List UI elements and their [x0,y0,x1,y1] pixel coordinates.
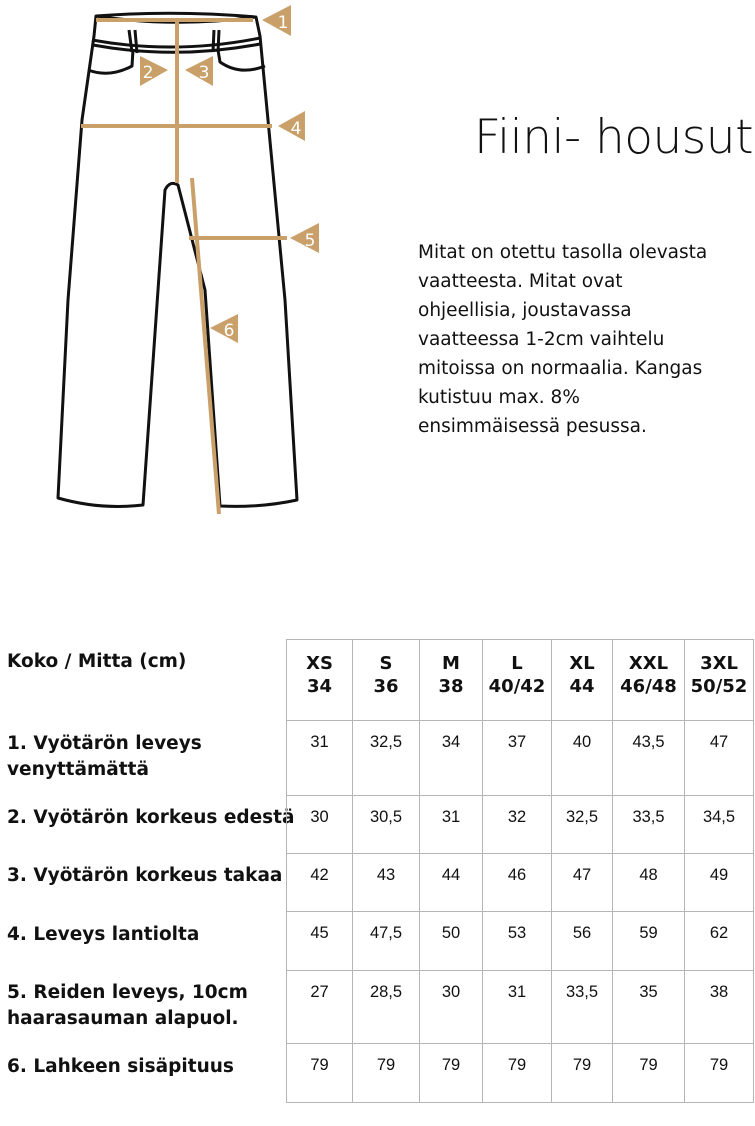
size-table [286,639,754,1103]
row-label-2: 2. Vyötärön korkeus edestä [7,807,295,828]
measurement-cell: 34 [420,721,483,796]
measurement-cell: 31 [483,971,552,1044]
size-letter: S [379,653,393,674]
marker-label-5: 5 [304,231,316,251]
size-letter: XXL [628,653,669,674]
table-row [287,912,754,971]
measurement-cell: 56 [552,912,613,971]
table-row [287,796,754,854]
measurement-cell: 46 [483,854,552,912]
size-header-cell [420,640,483,721]
measurement-cell: 31 [420,796,483,854]
table-row [287,1044,754,1103]
measurement-cell: 79 [420,1044,483,1103]
marker-label-6: 6 [223,321,235,341]
size-letter: XS [306,653,333,674]
size-header-label: Koko / Mitta (cm) [7,651,187,672]
row-label-4: 4. Leveys lantiolta [7,924,200,945]
measurement-cell: 27 [287,971,353,1044]
size-letter: M [442,653,460,674]
size-eu: 46/48 [620,676,677,697]
measurement-cell: 43 [353,854,420,912]
marker-label-4: 4 [290,119,302,139]
measurement-note: Mitat on otettu tasolla olevasta vaatteesta. Mitat ovat ohjeellisia, joustavassa vaatteessa 1-2cm vaihtelu mitoissa on normaalia. Kangas kutistuu max. 8% ensimmäisessä pesussa. [418,242,708,437]
measurement-cell: 37 [483,721,552,796]
measurement-cell: 79 [685,1044,754,1103]
measurement-cell: 53 [483,912,552,971]
measurement-cell: 28,5 [353,971,420,1044]
size-header-cell [685,640,754,721]
row-label-3: 3. Vyötärön korkeus takaa [7,865,283,886]
measurement-cell: 47 [685,721,754,796]
measurement-cell: 48 [613,854,685,912]
marker-label-3: 3 [198,63,210,83]
size-header-cell [483,640,552,721]
row-label-5: 5. Reiden leveys, 10cm haarasauman alapuol. [7,982,248,1029]
marker-label-1: 1 [277,13,289,33]
table-row [287,854,754,912]
size-eu: 36 [373,676,399,697]
measurement-cell: 79 [613,1044,685,1103]
size-header-cell [552,640,613,721]
measurement-cell: 79 [353,1044,420,1103]
table-row [287,971,754,1044]
size-header-cell [613,640,685,721]
size-letter: L [511,653,523,674]
measurement-cell: 30 [287,796,353,854]
size-eu: 50/52 [690,676,748,697]
pants-measurement-diagram [0,0,320,530]
measurement-cell: 79 [483,1044,552,1103]
size-eu: 34 [306,676,333,697]
row-label-1: 1. Vyötärön leveys venyttämättä [7,733,202,780]
product-title: Fiini- housut [474,110,754,165]
size-eu: 40/42 [488,676,546,697]
measurement-cell: 45 [287,912,353,971]
measurement-cell: 35 [613,971,685,1044]
size-header-cell [353,640,420,721]
measurement-cell: 79 [552,1044,613,1103]
measurement-cell: 30 [420,971,483,1044]
row-label-6: 6. Lahkeen sisäpituus [7,1056,234,1077]
marker-label-2: 2 [142,63,154,83]
measurement-cell: 32,5 [353,721,420,796]
measurement-cell: 44 [420,854,483,912]
measurement-cell: 33,5 [552,971,613,1044]
measurement-cell: 43,5 [613,721,685,796]
measurement-cell: 31 [287,721,353,796]
measurement-cell: 38 [685,971,754,1044]
size-eu: 44 [569,676,595,697]
measurement-cell: 59 [613,912,685,971]
measurement-cell: 30,5 [353,796,420,854]
measurement-cell: 50 [420,912,483,971]
size-header-cell [287,640,353,721]
measurement-cell: 34,5 [685,796,754,854]
measurement-cell: 32,5 [552,796,613,854]
size-header-row [287,640,754,721]
size-letter: 3XL [700,653,738,674]
measurement-cell: 62 [685,912,754,971]
size-eu: 38 [438,676,464,697]
measurement-cell: 79 [287,1044,353,1103]
table-row [287,721,754,796]
measurement-cell: 33,5 [613,796,685,854]
measurement-cell: 40 [552,721,613,796]
measurement-cell: 47 [552,854,613,912]
measurement-cell: 49 [685,854,754,912]
size-letter: XL [569,653,595,674]
measurement-cell: 32 [483,796,552,854]
measurement-cell: 42 [287,854,353,912]
measurement-cell: 47,5 [353,912,420,971]
